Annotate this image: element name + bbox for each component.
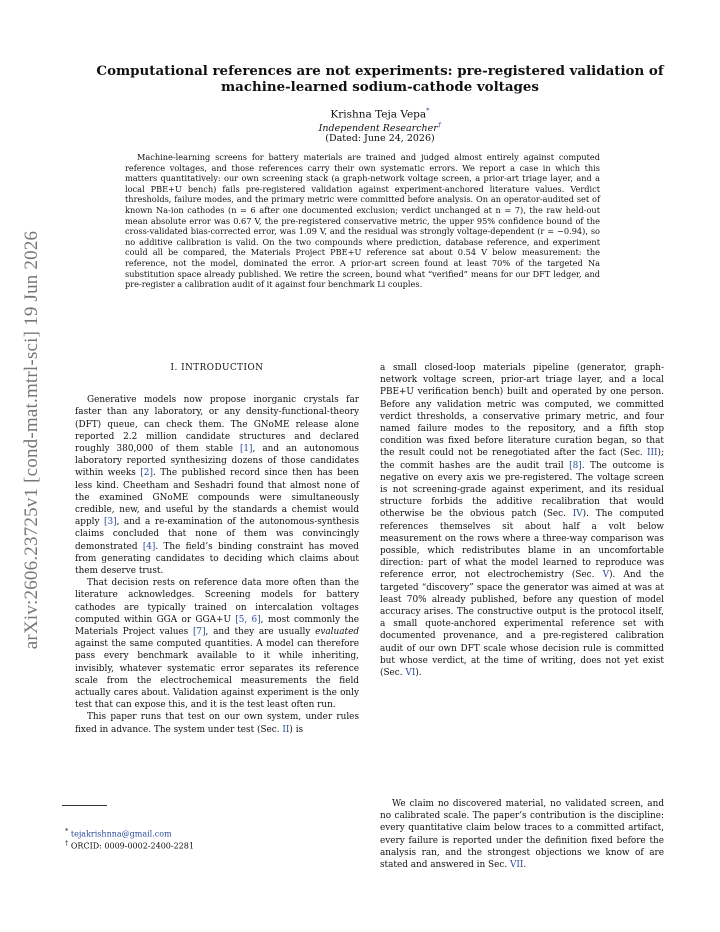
affiliation: Independent Researcher xyxy=(318,123,438,135)
abstract: Machine-learning screens for battery materials are trained and judged almost entirely against computed reference voltages, and those references carry their own systematic errors. We report a case in which this matters quantitatively: our own screening stack (a graph-network voltage screen, a prior-art triage layer, and a local PBE+U bench) fails pre-registered validation against experiment-anchored literature values. Verdict thresholds, failure modes, and the primary metric were committed before analysis. On an operator-audited set of known Na-ion cathodes (n = 6 after one documented exclusion; verdict unchanged at n = 7), the raw held-out mean absolute error was 0.67 V, the pre-registered conservative metric, the upper 95% confidence bound of the cross-validated bias-corrected error, was 1.09 V, and the residual was strongly voltage-dependent (r = −0.94), so no additive calibration is valid. On the two compounds where prediction, database reference, and experiment could all be compared, the Materials Project PBE+U reference sat about 0.54 V below measurement: the reference, not the model, dominated the error. A prior-art screen found at least 70% of the targeted Na substitution space already published. We retire the screen, bound what “verified” means for our DFT ledger, and pre-register a calibration audit of it against four benchmark Li couples. xyxy=(125,152,600,290)
citation-link[interactable]: [3] xyxy=(104,517,117,528)
right-column-lower xyxy=(380,798,664,871)
intro-paragraph-3-continued: a small closed-loop materials pipeline (generator, graph-network voltage screen, prior-art triage layer, and a local PBE+U verification bench) built and operated by one person. Before any validation metric was computed, we committed verdict thresholds, a conservative primary metric, and four named failure modes to the repository, and a fifth stop condition was fixed before literature curation began, so that the result could not be renegotiated after the fact (Sec. III); the commit hashes are the audit trail [8]. The outcome is negative on every axis we pre-registered. The voltage screen is not screening-grade against experiment, and its residual structure forbids the additive recalibration that would otherwise be the obvious patch (Sec. IV). The computed references themselves sit about half a volt below measurement on the rows where a three-way comparison was possible, which redistributes blame in an uncomfortable direction: part of what the model learned to reproduce was reference error, not electrochemistry (Sec. V). And the targeted “discovery” space the generator was aimed at was at least 70% already published, before any question of model accuracy arises. The constructive output is the protocol itself, a small quote-anchored experimental reference set with documented provenance, and a pre-registered calibration audit of our own DFT scale whose decision rule is committed but whose verdict, at the time of writing, does not yet exist (Sec. VI). xyxy=(380,363,664,679)
email-link[interactable]: tejakrishnna@gmail.com xyxy=(70,829,172,839)
citation-link[interactable]: [8] xyxy=(569,460,582,471)
right-column xyxy=(380,362,664,679)
citation-link[interactable]: [5, 6] xyxy=(235,614,261,625)
title-line-1: Computational references are not experiments: pre-registered validation of xyxy=(96,63,664,79)
footnote-divider xyxy=(62,805,107,806)
citation-link[interactable]: [7] xyxy=(192,627,206,638)
footnote-mark: * xyxy=(65,827,69,835)
citation-link[interactable]: [4] xyxy=(142,541,156,552)
title-line-2: machine-learned sodium-cathode voltages xyxy=(221,79,539,95)
section-link[interactable]: VI xyxy=(405,668,416,679)
citation-link[interactable]: [1] xyxy=(239,444,253,455)
orcid-text: ORCID: 0009-0002-2400-2281 xyxy=(70,841,194,851)
section-link[interactable]: VII xyxy=(509,860,524,871)
intro-paragraph-2: That decision rests on reference data more often than the literature acknowledges. Screening models for battery cathodes are typically trained on intercalation voltages computed within GGA or GGA+U [5, 6], most commonly the Materials Project values [7], and they are usually evaluated against the same computed quantities. A model can therefore pass every benchmark available to it while inheriting, invisibly, whatever systematic error separates its reference scale from the electrochemical measurements the field actually cares about. Validation against experiment is the only test that can expose this, and it is the test least often run. xyxy=(75,578,359,711)
section-link[interactable]: IV xyxy=(572,509,583,520)
section-heading-introduction: I. INTRODUCTION xyxy=(170,363,264,373)
section-link[interactable]: II xyxy=(282,724,290,735)
footnote-orcid xyxy=(65,838,194,852)
section-link[interactable]: V xyxy=(602,570,610,581)
affiliation-footnote-mark[interactable]: † xyxy=(437,121,442,129)
arxiv-identifier xyxy=(12,200,52,680)
citation-link[interactable]: [2] xyxy=(140,468,153,479)
intro-paragraph-3: This paper runs that test on our own system, under rules fixed in advance. The system under test (Sec. II) is xyxy=(75,712,359,735)
author-name: Krishna Teja Vepa xyxy=(330,108,427,121)
left-column xyxy=(75,362,359,736)
paper-title xyxy=(90,63,670,95)
intro-paragraph-4: We claim no discovered material, no validated screen, and no calibrated scale. The paper’s contribution is the discipline: every quantitative claim below traces to a committed artifact, every failure is reported under the definition fixed before the analysis ran, and the strongest objections we know of are stated and answered in Sec. VII. xyxy=(380,799,664,871)
dated-line: (Dated: June 24, 2026) xyxy=(325,133,435,144)
footnote-mark: † xyxy=(65,839,69,847)
intro-paragraph-1: Generative models now propose inorganic crystals far faster than any laboratory, or any density-functional-theory (DFT) queue, can check them. The GNoME release alone reported 2.2 million candidate structures and declared roughly 380,000 of them stable [1], and an autonomous laboratory reported synthesizing dozens of those candidates within weeks [2]. The published record since then has been less kind. Cheetham and Seshadri found that almost none of the examined GNoME compounds were simultaneously credible, new, and useful by the standards a chemist would apply [3], and a re-examination of the autonomous-synthesis claims concluded that none of them was convincingly demonstrated [4]. The field’s binding constraint has moved from generating candidates to deciding which claims about them deserve trust. xyxy=(75,395,359,577)
author-footnote-mark[interactable]: * xyxy=(426,107,430,115)
section-link[interactable]: III xyxy=(647,448,658,459)
arxiv-identifier-text: arXiv:2606.23725v1 [cond-mat.mtrl-sci] 19 Jun 2026 xyxy=(21,230,42,650)
author-line xyxy=(90,107,670,121)
